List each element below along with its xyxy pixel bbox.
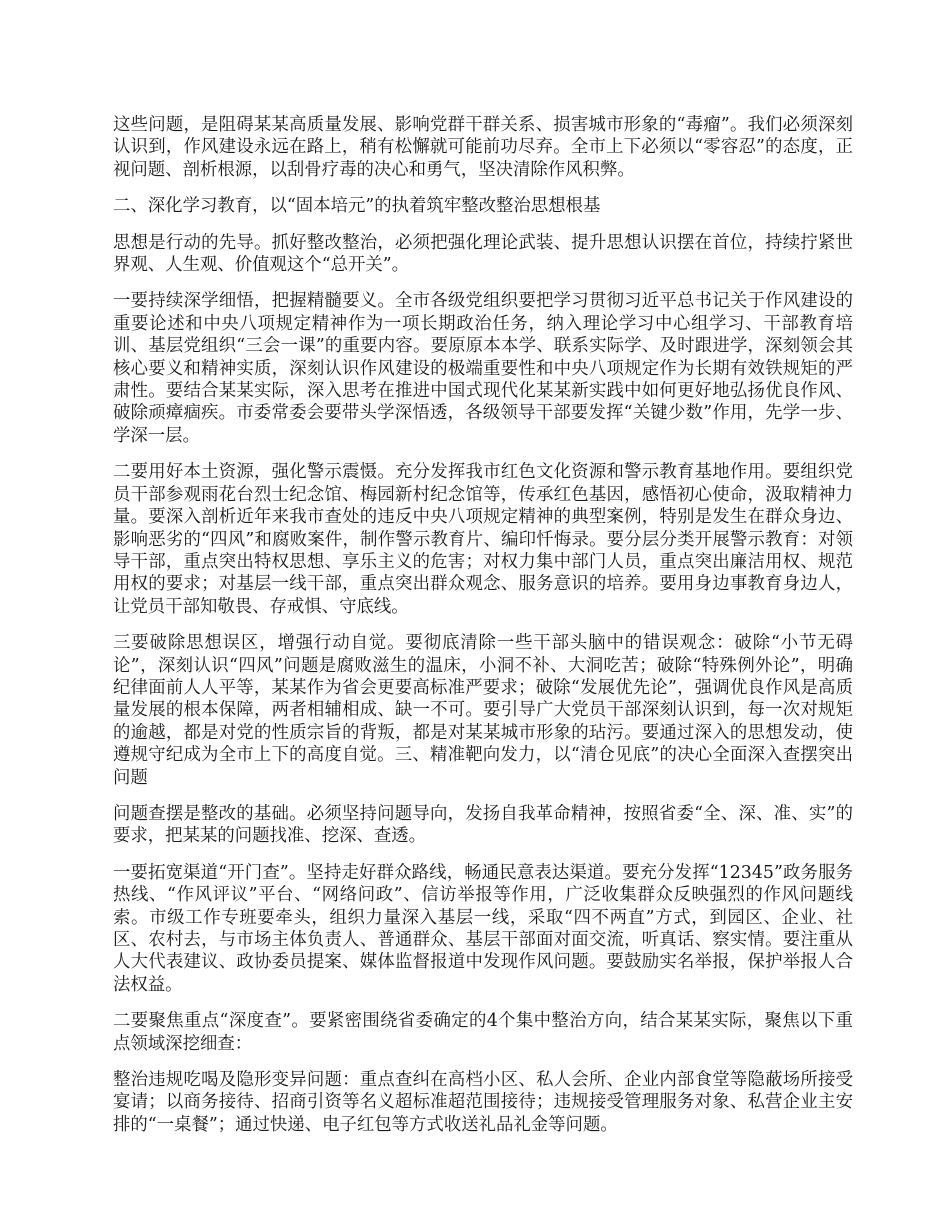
paragraph-open-door-check: 一要拓宽渠道“开门查”。坚持走好群众路线，畅通民意表达渠道。要充分发挥“12345”政务服务热线、“作风评议”平台、“网络问政”、信访举报等作用，广泛收集群众反映强烈的作风问题线索。市级工作专班要牵头，组织力量深入基层一线，采取“四不两直”方式，到园区、企业、社区、农村去，与市场主体负责人、普通群众、基层干部面对面交流，听真话、察实情。要注重从人大代表建议、政协委员提案、媒体监督报道中发现作风问题。要鼓励实名举报，保护举报人合法权益。 [113, 862, 853, 995]
paragraph-study-deeply: 一要持续深学细悟，把握精髓要义。全市各级党组织要把学习贯彻习近平总书记关于作风建设的重要论述和中央八项规定精神作为一项长期政治任务，纳入理论学习中心组学习、干部教育培训、基层党组织“三会一课”的重要内容。要原原本本学、联系实际学、及时跟进学，深刻领会其核心要义和精神实质，深刻认识作风建设的极端重要性和中央八项规定作为长期有效铁规矩的严肃性。要结合某某实际，深入思考在推进中国式现代化某某新实践中如何更好地弘扬优良作风、破除顽瘴痼疾。市委常委会要带头学深悟透，各级领导干部要发挥“关键少数”作用，先学一步、学深一层。 [113, 291, 853, 446]
paragraph-thought-first: 思想是行动的先导。抓好整改整治，必须把强化理论武装、提升思想认识摆在首位，持续拧紧世界观、人生观、价值观这个“总开关”。 [113, 232, 853, 276]
document-body [113, 114, 853, 1150]
paragraph-local-resources: 二要用好本土资源，强化警示震慑。充分发挥我市红色文化资源和警示教育基地作用。要组织党员干部参观雨花台烈士纪念馆、梅园新村纪念馆等，传承红色基因，感悟初心使命，汲取精神力量。要深入剖析近年来我市查处的违反中央八项规定精神的典型案例，特别是发生在群众身边、影响恶劣的“四风”和腐败案件，制作警示教育片、编印忏悔录。要分层分类开展警示教育：对领导干部，重点突出特权思想、享乐主义的危害；对权力集中部门人员，重点突出廉洁用权、规范用权的要求；对基层一线干部，重点突出群众观念、服务意识的培养。要用身边事教育身边人，让党员干部知敬畏、存戒惧、守底线。 [113, 462, 853, 617]
paragraph-deep-check: 二要聚焦重点“深度查”。要紧密围绕省委确定的4个集中整治方向，结合某某实际，聚焦以下重点领域深挖细查： [113, 1011, 853, 1054]
paragraph-remove-misconceptions: 三要破除思想误区，增强行动自觉。要彻底清除一些干部头脑中的错误观念：破除“小节无碍论”，深刻认识“四风”问题是腐败滋生的温床，小洞不补、大洞吃苦；破除“特殊例外论”，明确纪律面前人人平等，某某作为省会更要高标准严要求；破除“发展优先论”，强调优良作风是高质量发展的根本保障，两者相辅相成、缺一不可。要引导广大党员干部深刻认识到，每一次对规矩的逾越，都是对党的性质宗旨的背叛，都是对某某城市形象的玷污。要通过深入的思想发动，使遵规守纪成为全市上下的高度自觉。三、精准靶向发力，以“清仓见底”的决心全面深入查摆突出问题 [113, 633, 853, 788]
paragraph-problems-summary: 这些问题，是阻碍某某高质量发展、影响党群干群关系、损害城市形象的“毒瘤”。我们必须深刻认识到，作风建设永远在路上，稍有松懈就可能前功尽弃。全市上下必须以“零容忍”的态度，正视问题、剖析根源，以刮骨疗毒的决心和勇气，坚决清除作风积弊。 [113, 115, 853, 180]
section-heading-2: 二、深化学习教育，以“固本培元”的执着筑牢整改整治思想根基 [113, 196, 601, 217]
paragraph-problem-finding: 问题查摆是整改的基础。必须坚持问题导向，发扬自我革命精神，按照省委“全、深、准、实”的要求，把某某的问题找准、挖深、查透。 [113, 803, 853, 847]
paragraph-dining-rectification: 整治违规吃喝及隐形变异问题：重点查纠在高档小区、私人会所、企业内部食堂等隐蔽场所接受宴请；以商务接待、招商引资等名义超标准超范围接待；违规接受管理服务对象、私营企业主安排的“一桌餐”；通过快递、电子红包等方式收送礼品礼金等问题。 [113, 1070, 853, 1135]
